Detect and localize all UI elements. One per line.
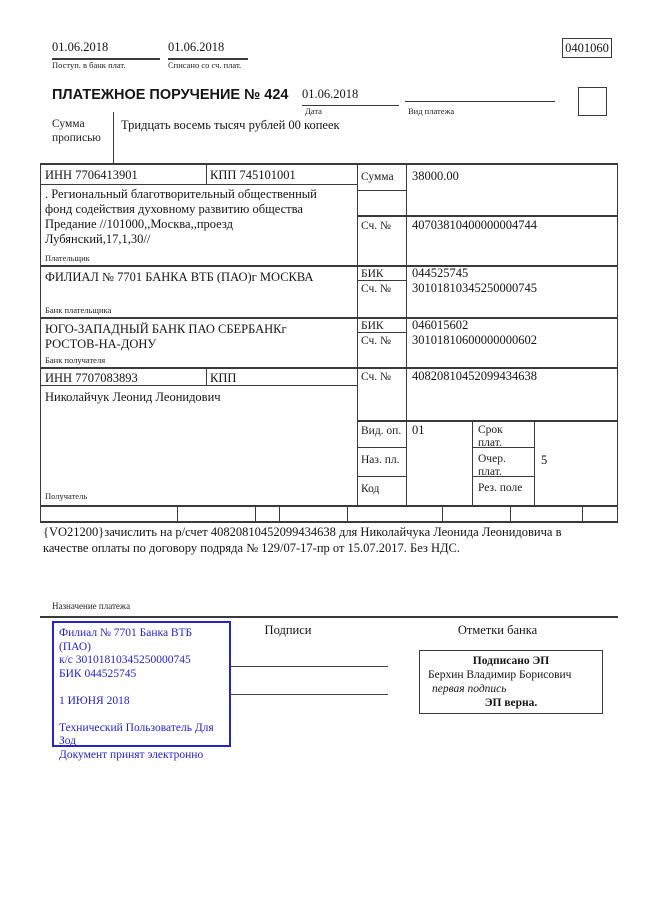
stamp-line: 1 ИЮНЯ 2018 <box>59 694 130 707</box>
payee-label: Получатель <box>45 491 88 501</box>
op-type-value: 01 <box>412 423 425 437</box>
signed-ep-title: Подписано ЭП <box>472 655 550 667</box>
tax-cell <box>443 505 511 521</box>
bank-marks-label: Отметки банка <box>457 623 538 637</box>
payment-kind-checkbox <box>578 87 607 116</box>
received-date-value: 01.06.2018 <box>52 40 109 54</box>
stamp-gap <box>59 708 224 722</box>
op-block-top-line <box>357 420 617 422</box>
received-in-bank-date <box>52 38 160 60</box>
op-row-line-2a <box>357 476 406 477</box>
signed-ep-note: первая подпись <box>432 683 507 695</box>
signatures-label: Подписи <box>264 623 312 637</box>
debited-date <box>168 38 248 60</box>
row-line-sum <box>357 215 617 217</box>
debited-date-value: 01.06.2018 <box>168 40 225 54</box>
payer-kpp: КПП 745101001 <box>210 168 296 182</box>
stamp-line: Технический Пользователь Для Зод <box>59 721 214 747</box>
form-code-box: 0401060 <box>562 38 612 58</box>
received-in-bank-label: Поступ. в банк плат. <box>52 60 126 70</box>
payment-type-label: Вид платежа <box>408 106 455 116</box>
signed-ep-verdict: ЭП верна. <box>484 697 538 709</box>
date-label: Дата <box>305 106 322 116</box>
payer-account: 40703810400000004744 <box>412 218 537 232</box>
payee-bank-bik: 046015602 <box>412 318 469 332</box>
op-priority-label: Очер. плат. <box>478 453 506 478</box>
payer-bank-label: Банк плательщика <box>45 305 112 315</box>
sum-label: Сумма <box>361 171 394 183</box>
payer-bank-bik-label: БИК <box>361 268 384 280</box>
inn-kpp-divider-payee <box>206 367 207 385</box>
amount-words-divider <box>113 112 114 163</box>
row-line-inn-payer <box>41 184 357 185</box>
tax-cell <box>256 505 280 521</box>
payee-bank-label: Банк получателя <box>45 355 106 365</box>
bank-stamp <box>52 621 231 761</box>
amount-in-words-label: Сумма прописью <box>52 118 101 144</box>
document-date-value: 01.06.2018 <box>302 87 359 101</box>
payee-name: Николайчук Леонид Леонидович <box>45 390 221 404</box>
payment-purpose-label: Назначение платежа <box>52 601 131 611</box>
op-code-label: Код <box>361 483 380 495</box>
payer-bank-account: 30101810345250000745 <box>412 281 537 295</box>
payee-account-label: Сч. № <box>361 371 392 383</box>
sum-label-underline <box>357 190 406 191</box>
stamp-line: Документ принят электронно <box>59 748 204 761</box>
payment-table <box>40 163 618 507</box>
signed-ep-box <box>419 650 603 714</box>
payee-bank-name: ЮГО-ЗАПАДНЫЙ БАНК ПАО СБЕРБАНКг РОСТОВ-НА-ДОНУ <box>45 322 287 351</box>
payer-inn: ИНН 7706413901 <box>45 168 138 182</box>
op-purpose-label: Наз. пл. <box>361 454 400 466</box>
document-title: ПЛАТЕЖНОЕ ПОРУЧЕНИЕ № 424 <box>52 87 289 103</box>
stamp-line: к/с 30101810345250000745 <box>59 654 191 666</box>
sum-value: 38000.00 <box>412 169 459 183</box>
tax-cell <box>511 505 583 521</box>
payer-bank-name: ФИЛИАЛ № 7701 БАНКА ВТБ (ПАО)г МОСКВА <box>45 270 314 284</box>
payee-kpp: КПП <box>210 371 237 385</box>
tax-cell <box>583 505 617 521</box>
op-block-divider-2 <box>534 420 535 505</box>
row-line-payer <box>41 265 617 267</box>
payee-inn: ИНН 7707083893 <box>45 371 138 385</box>
purpose-separator-line <box>40 616 618 618</box>
tax-fields-row <box>40 505 618 523</box>
payer-label: Плательщик <box>45 253 90 263</box>
payment-purpose-text: {VO21200}зачислить на р/счет 40820810452099434638 для Николайчука Леонида Леонидовича в качестве оплаты по договору подряда № 129/07-17-пр от 15.07.2017. Без НДС. <box>43 525 562 555</box>
debited-label: Списано со сч. плат. <box>168 60 242 70</box>
stamp-line: БИК 044525745 <box>59 667 137 680</box>
op-type-label: Вид. оп. <box>361 425 402 437</box>
tax-cell <box>41 505 178 521</box>
document-date <box>302 85 399 106</box>
op-term-label: Срок плат. <box>478 424 503 449</box>
op-reserve-label: Рез. поле <box>478 482 523 494</box>
tax-cell <box>348 505 443 521</box>
payer-account-label: Сч. № <box>361 220 392 232</box>
signature-line-1 <box>230 651 388 667</box>
row-line-payer-bank <box>41 317 617 319</box>
signed-ep-name: Берхин Владимир Борисович <box>428 669 572 681</box>
signature-line-2 <box>230 679 388 695</box>
stamp-gap <box>59 681 224 695</box>
payer-bank-bik: 044525745 <box>412 266 469 280</box>
payee-bank-bik-label: БИК <box>361 320 384 332</box>
op-block-divider-1 <box>472 420 473 505</box>
inn-kpp-divider-payer <box>206 165 207 184</box>
op-priority-value: 5 <box>541 453 548 467</box>
tax-cell <box>280 505 348 521</box>
payer-bank-account-label: Сч. № <box>361 283 392 295</box>
payee-bank-account: 30101810600000000602 <box>412 333 537 347</box>
payee-bank-account-label: Сч. № <box>361 335 392 347</box>
stamp-line: Филиал № 7701 Банка ВТБ (ПАО) <box>59 627 193 653</box>
payment-type-field <box>405 85 555 102</box>
amount-in-words-value: Тридцать восемь тысяч рублей 00 копеек <box>121 118 340 132</box>
op-row-line-1a <box>357 447 406 448</box>
tax-cell <box>178 505 256 521</box>
payer-name: . Региональный благотворительный общественный фонд содействия духовному развитию общества Предание //101000,,Москва,,проезд Лубянский,17,1,30// <box>45 187 317 246</box>
payee-account: 40820810452099434638 <box>412 369 537 383</box>
